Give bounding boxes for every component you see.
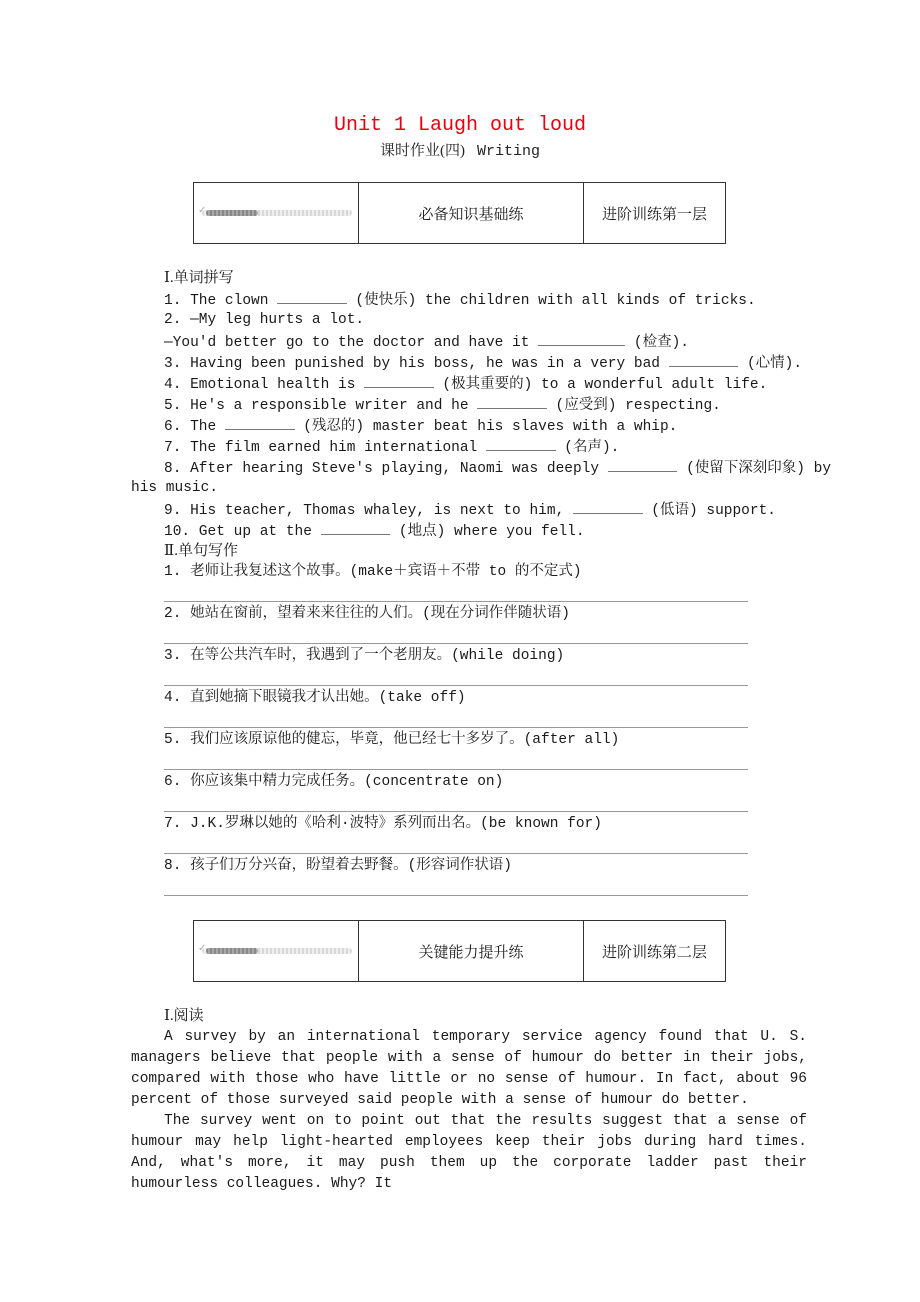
progress-bar-icon	[198, 205, 352, 216]
item-hint: (残忍的) master beat his slaves with a whip.	[294, 419, 678, 435]
progress-bar-icon	[198, 943, 352, 954]
section-banner-basic	[193, 182, 726, 244]
spelling-item	[164, 457, 831, 480]
spelling-item	[131, 478, 218, 499]
answer-line[interactable]	[164, 895, 748, 896]
sentence-item: 8. 孩子们万分兴奋，盼望着去野餐。(形容词作状语)	[164, 858, 513, 874]
answer-line[interactable]	[164, 811, 748, 812]
spelling-item	[164, 415, 677, 438]
item-hint: (地点) where you fell.	[390, 524, 585, 540]
sentence-item: 5. 我们应该原谅他的健忘，毕竟，他已经七十多岁了。(after all)	[164, 732, 620, 748]
answer-blank[interactable]	[277, 289, 347, 304]
item-hint: (应受到) respecting.	[546, 398, 721, 414]
sentence-item: 2. 她站在窗前，望着来来往往的人们。(现在分词作伴随状语)	[164, 606, 571, 622]
spelling-item	[164, 394, 721, 417]
item-hint: (检查).	[625, 335, 689, 351]
subtitle-cn: 课时作业(四)	[379, 143, 465, 159]
item-text: 8. After hearing Steve's playing, Naomi was deeply	[164, 461, 608, 477]
spelling-item	[164, 436, 619, 459]
passage-paragraph: A survey by an international temporary service agency found that U. S. managers believe that people with a sense of humour do better in their jobs, compared with those who have little or no sense of humour. In fact, about 96 percent of those surveyed said people with a sense of humour do better.	[131, 1029, 807, 1108]
spelling-item	[164, 520, 585, 543]
section-heading-spelling: Ⅰ.单词拼写	[164, 270, 234, 286]
item-text: 3. Having been punished by his boss, he was in a very bad	[164, 356, 669, 372]
answer-line[interactable]	[164, 727, 748, 728]
answer-blank[interactable]	[573, 499, 643, 514]
sentence-item: 6. 你应该集中精力完成任务。(concentrate on)	[164, 774, 504, 790]
answer-line[interactable]	[164, 643, 748, 644]
item-hint: (心情).	[738, 356, 803, 372]
item-text: 7. The film earned him international	[164, 440, 486, 456]
sentence-item: 4. 直到她摘下眼镜我才认出她。(take off)	[164, 690, 466, 706]
item-text: 6. The	[164, 419, 225, 435]
item-hint: (低语) support.	[642, 503, 776, 519]
banner-label: 关键能力提升练	[359, 921, 584, 981]
banner-level: 进阶训练第二层	[601, 944, 707, 961]
item-text: 9. His teacher, Thomas whaley, is next to him,	[164, 503, 573, 519]
banner-level: 进阶训练第一层	[601, 206, 707, 223]
answer-line[interactable]	[164, 769, 748, 770]
item-hint: (使留下深刻印象) by	[677, 461, 832, 477]
item-text: 5. He's a responsible writer and he	[164, 398, 478, 414]
banner-label: 必备知识基础练	[359, 183, 584, 243]
section-heading-reading: Ⅰ.阅读	[164, 1008, 204, 1024]
answer-blank[interactable]	[364, 373, 434, 388]
answer-blank[interactable]	[608, 457, 678, 472]
item-text: 1. The clown	[164, 293, 278, 309]
answer-blank[interactable]	[477, 394, 547, 409]
item-text: 10. Get up at the	[164, 524, 321, 540]
page-title: Unit 1 Laugh out loud	[333, 114, 587, 137]
spelling-item	[164, 331, 689, 354]
item-hint: (极其重要的) to a wonderful adult life.	[433, 377, 768, 393]
sentence-item: 1. 老师让我复述这个故事。(make＋宾语＋不带 to 的不定式)	[164, 564, 582, 580]
answer-line[interactable]	[164, 601, 748, 602]
reading-passage	[131, 1027, 807, 1195]
spelling-item	[164, 289, 756, 312]
answer-blank[interactable]	[538, 331, 625, 346]
check-icon: ✓	[198, 205, 207, 216]
page-subtitle	[0, 141, 920, 162]
item-hint: (名声).	[555, 440, 620, 456]
sentence-item: 3. 在等公共汽车时，我遇到了一个老朋友。(while doing)	[164, 648, 565, 664]
banner-graphic-cell	[194, 921, 359, 981]
answer-line[interactable]	[164, 685, 748, 686]
answer-blank[interactable]	[486, 436, 556, 451]
spelling-item	[164, 373, 767, 396]
section-banner-advanced	[193, 920, 726, 982]
banner-graphic-cell	[194, 183, 359, 243]
answer-blank[interactable]	[225, 415, 295, 430]
passage-paragraph: The survey went on to point out that the results suggest that a sense of humour may help light-hearted employees keep their jobs during hard times. And, what's more, it may push them up the corporate ladder past their humourless colleagues. Why? It	[131, 1113, 807, 1192]
sentence-item: 7. J.K.罗琳以她的《哈利·波特》系列而出名。(be known for)	[164, 816, 602, 832]
spelling-item	[164, 499, 776, 522]
answer-blank[interactable]	[321, 520, 391, 535]
item-text: 2. —My leg hurts a lot.	[164, 312, 365, 328]
item-text: his music.	[131, 480, 219, 496]
item-text: 4. Emotional health is	[164, 377, 365, 393]
item-text: —You'd better go to the doctor and have it	[164, 335, 539, 351]
section-heading-sentence-writing: Ⅱ.单句写作	[164, 543, 238, 559]
spelling-item	[164, 310, 364, 331]
answer-line[interactable]	[164, 853, 748, 854]
spelling-item	[164, 352, 802, 375]
item-hint: (使快乐) the children with all kinds of tricks.	[346, 293, 756, 309]
answer-blank[interactable]	[669, 352, 739, 367]
check-icon: ✓	[198, 943, 207, 954]
subtitle-en: Writing	[476, 143, 540, 160]
